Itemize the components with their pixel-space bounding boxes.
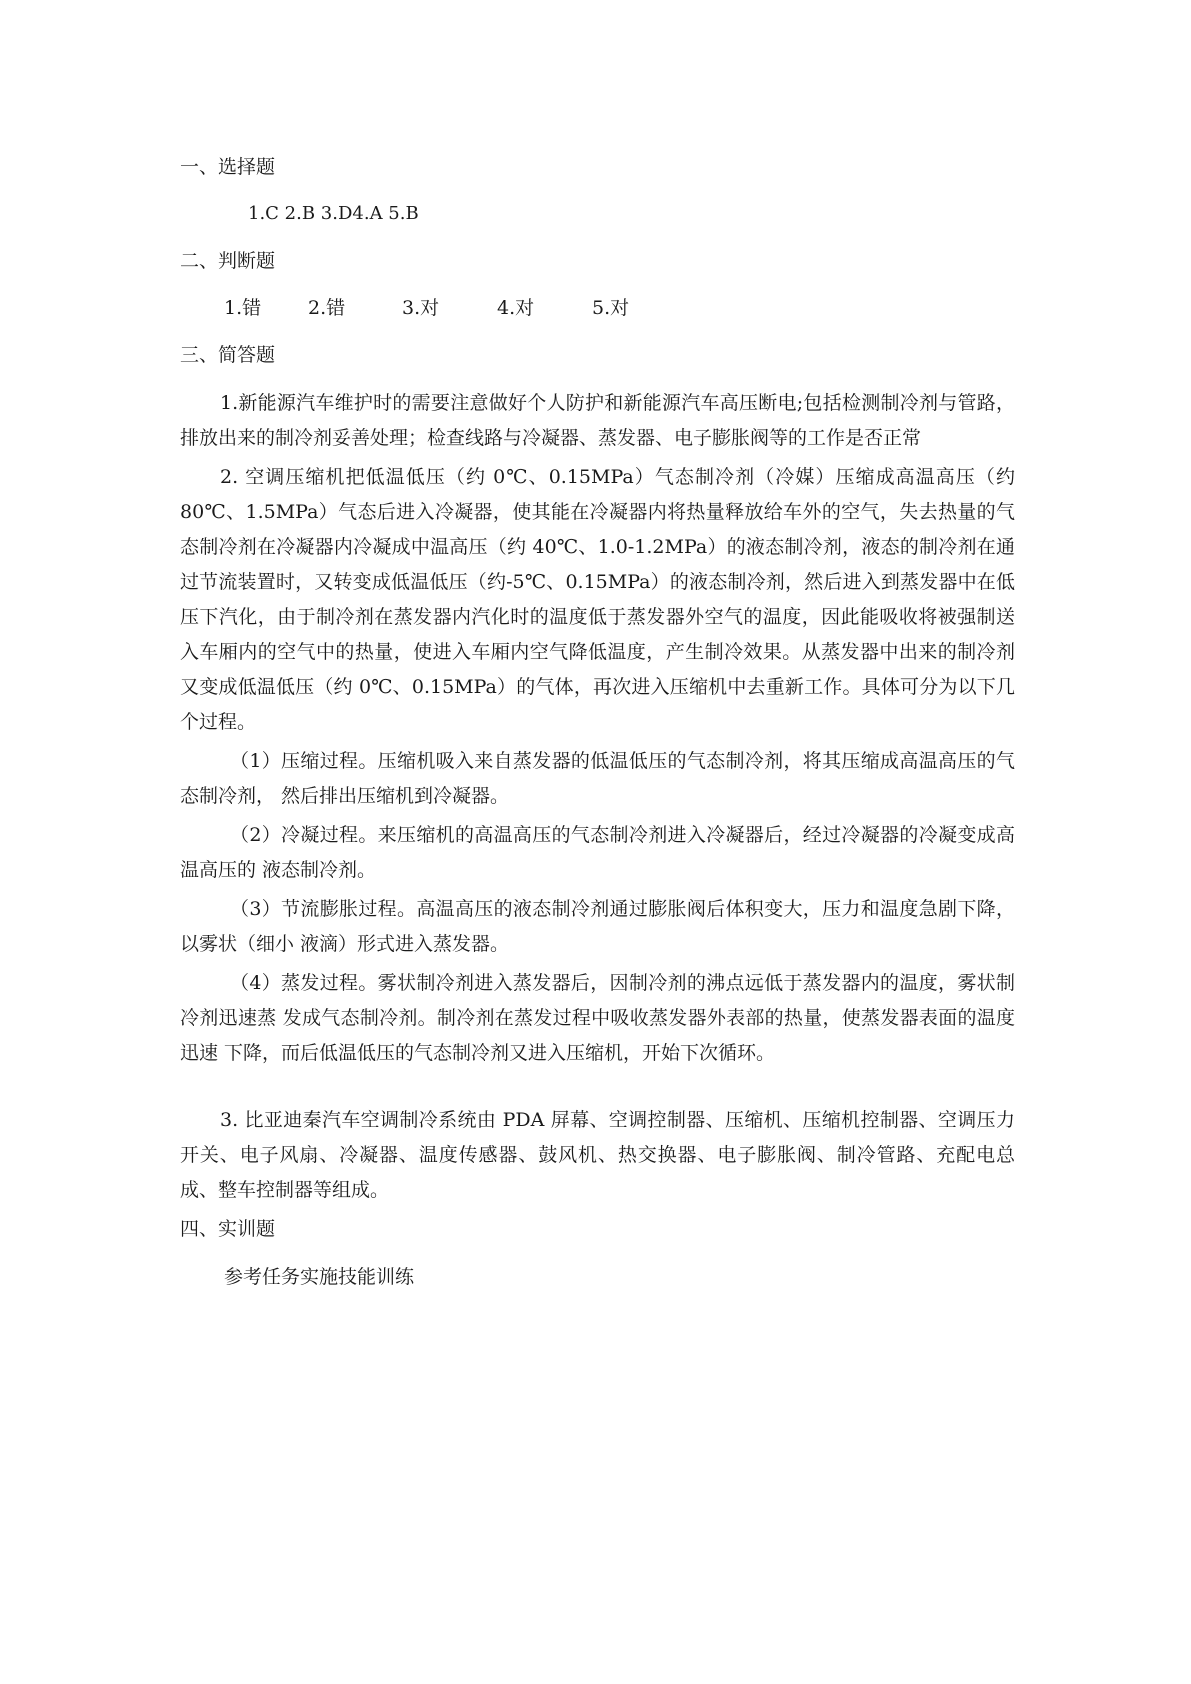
section-heading-short: 三、简答题 [180,344,276,366]
section-heading-choice: 一、选择题 [180,156,276,178]
process-step-3: （3）节流膨胀过程。高温高压的液态制冷剂通过膨胀阀后体积变大，压力和温度急剧下降，以雾状（细小 液滴）形式进入蒸发器。 [180,898,1015,955]
short-answer-2: 2. 空调压缩机把低温低压（约 0℃、0.15MPa）气态制冷剂（冷媒）压缩成高温高压（约 80℃、1.5MPa）气态后进入冷凝器，使其能在冷凝器内将热量释放给车外的空气，失去热量的气态制冷剂在冷凝器内冷凝成中温高压（约 40℃、1.0-1.2MPa）的液态制冷剂，液态的制冷剂在通过节流装置时，又转变成低温低压（约-5℃、0.15MPa）的液态制冷剂，然后进入到蒸发器中在低压下汽化，由于制冷剂在蒸发器内汽化时的温度低于蒸发器外空气的温度，因此能吸收将被强制送入车厢内的空气中的热量，使进入车厢内空气降低温度，产生制冷效果。从蒸发器中出来的制冷剂又变成低温低压（约 0℃、0.15MPa）的气体，再次进入压缩机中去重新工作。具体可分为以下几个过程。 [180,466,1015,733]
short-answer-1: 1.新能源汽车维护时的需要注意做好个人防护和新能源汽车高压断电;包括检测制冷剂与管路，排放出来的制冷剂妥善处理；检查线路与冷凝器、蒸发器、电子膨胀阀等的工作是否正常 [180,392,1015,449]
choice-answers: 1.C 2.B 3.D4.A 5.B [248,203,419,224]
paragraph-gap [180,1075,1015,1103]
judge-answer-4: 4.对 [497,297,535,319]
judge-answer-5: 5.对 [592,297,630,319]
answer-sheet [180,150,1015,1294]
judge-answer-1: 1.错 [224,297,262,319]
section-heading-practice: 四、实训题 [180,1218,276,1240]
judge-answers [224,292,1015,324]
process-step-1: （1）压缩过程。压缩机吸入来自蒸发器的低温低压的气态制冷剂，将其压缩成高温高压的气态制冷剂， 然后排出压缩机到冷凝器。 [180,750,1015,807]
practice-note: 参考任务实施技能训练 [224,1266,415,1288]
process-step-2: （2）冷凝过程。来压缩机的高温高压的气态制冷剂进入冷凝器后，经过冷凝器的冷凝变成高温高压的 液态制冷剂。 [180,824,1015,881]
process-step-4: （4）蒸发过程。雾状制冷剂进入蒸发器后，因制冷剂的沸点远低于蒸发器内的温度，雾状制冷剂迅速蒸 发成气态制冷剂。制冷剂在蒸发过程中吸收蒸发器外表部的热量，使蒸发器表面的温度迅速 下降，而后低温低压的气态制冷剂又进入压缩机，开始下次循环。 [180,972,1015,1064]
short-answer-3: 3. 比亚迪秦汽车空调制冷系统由 PDA 屏幕、空调控制器、压缩机、压缩机控制器、空调压力开关、电子风扇、冷凝器、温度传感器、鼓风机、热交换器、电子膨胀阀、制冷管路、充配电总成、整车控制器等组成。 [180,1109,1015,1201]
section-heading-judge: 二、判断题 [180,250,276,272]
judge-answer-3: 3.对 [402,297,440,319]
judge-answer-2: 2.错 [308,297,346,319]
